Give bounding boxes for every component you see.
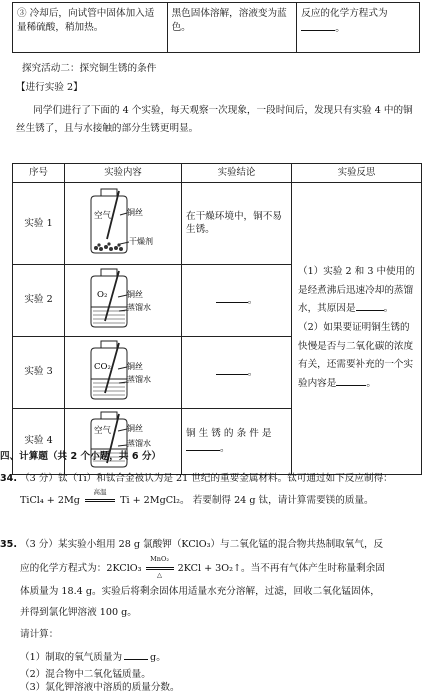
explore2-intro: 同学们进行了下面的 4 个实验，每天观察一次现象，一段时间后，发现只有实验 4 中的铜丝生锈了，且与水接触的部分生锈更明显。 [16,105,413,134]
conclusion-cell: 反应的化学方程式为 。 [297,3,420,53]
header-cell: 实验反思 [292,164,422,183]
top-result-table [12,2,420,53]
item-label: 蒸馏水 [127,374,151,384]
equation-left: TiCl₄ + 2Mg [20,495,80,506]
conclusion-text: 反应的化学方程式为 [301,8,388,19]
answer-blank [336,376,366,386]
question-text: 若要制得 24 g 钛，请计算需要镁的质量。 [192,495,374,506]
jar-figure [65,337,181,403]
row-label: 实验 1 [13,183,65,265]
item-label: 蒸馏水 [127,438,151,448]
question-number: 35. [0,539,17,550]
item-label: 铜丝 [127,423,143,433]
explore2-title: 探究活动二：探究铜生锈的条件 [22,63,157,74]
question-number: 34. [0,473,17,484]
section-heading: 四、计算题（共 2 个小题，共 6 分） [0,451,162,462]
question-text: 体质量为 18.4 g。实验后将剩余固体用适量水充分溶解，过滤，回收二氧化锰固体， [20,586,380,597]
reflection-cell: （1）实验 2 和 3 中使用的是经煮沸后迅速冷却的蒸馏水，其原因是 。 （2）如果要证明铜生锈的快慢是否与二氧化碳的浓度有关，还需要补充的一个实验内容是 。 [292,183,422,475]
answer-blank [301,21,335,31]
row-label: 实验 2 [13,264,65,336]
header-cell: 实验内容 [65,164,182,183]
question-35 [0,538,430,552]
answer-blank [216,293,248,303]
sub-question: （2）混合物中二氧化锰质量。 [20,669,151,680]
header-cell: 实验结论 [182,164,292,183]
experiment-figure [65,264,182,336]
condition-label: 高温 [93,488,107,496]
sub-question: （3）氯化钾溶液中溶质的质量分数。 [20,682,180,693]
question-ask: 请计算： [20,629,59,640]
gas-label: CO₂ [94,361,111,372]
item-label: 干燥剂 [129,237,153,246]
equation-right: Ti + 2MgCl₂。 [120,495,190,506]
sub-question-unit: g。 [150,652,166,663]
experiment-table [12,163,422,475]
conclusion-text: 铜 生 锈 的 条 件 是 [186,427,272,439]
conclusion-cell: 铜 生 锈 的 条 件 是 。 [182,408,292,474]
row-label: 实验 3 [13,336,65,408]
reaction-arrow [146,567,174,570]
question-text: 并得到氯化钾溶液 100 g。 [20,607,137,618]
reaction-condition [146,555,174,579]
conclusion-text: 。 [247,366,258,378]
question-34 [0,472,428,486]
answer-blank [356,301,384,311]
question-35-equation [20,555,430,579]
item-label: 铜丝 [127,361,143,371]
jar-figure [65,265,181,331]
phenomenon-cell: 黑色固体溶解，溶液变为蓝色。 [167,3,297,53]
item-label: 铜丝 [127,289,143,299]
answer-blank [186,441,220,451]
jar-figure [65,183,181,259]
reaction-condition [85,488,115,508]
step-cell: ③ 冷却后，向试管中固体加入适量稀硫酸，稍加热。 [13,3,168,53]
sub-question-text: （1）制取的氧气质量为 [20,652,123,663]
reaction-arrow [85,499,115,502]
question-text: （3 分）某实验小组用 28 g 氯酸钾（KClO₃）与二氧化锰的混合物共热制取氧气，反 [20,539,384,550]
item-label: 蒸馏水 [127,302,151,312]
heat-label: △ [157,571,163,579]
reflection-p2: （2）如果要证明铜生锈的快慢是否与二氧化碳的浓度有关，还需要补充的一个实验内容是 [298,321,414,390]
question-34-equation [20,488,430,508]
table-header-row [13,164,422,183]
gas-label: 空气 [94,425,112,436]
table-row [13,183,422,265]
conclusion-text: 。 [247,294,258,306]
sub-question [20,650,166,665]
conclusion-cell [182,264,292,336]
gas-label: 空气 [94,211,112,221]
answer-blank [216,365,248,375]
experiment-figure [65,183,182,265]
answer-blank [124,650,148,660]
question-text: （3 分）钛（Ti）和钛合金被认为是 21 世纪的重要金属材料。钛可通过如下反应制得： [20,473,393,484]
catalyst-label: MnO₂ [150,555,169,563]
equation-left: 应的化学方程式为：2KClO₃ [20,563,142,574]
reflection-p1: （1）实验 2 和 3 中使用的是经煮沸后迅速冷却的蒸馏水，其原因是 [298,265,415,315]
explore2-subtitle: 【进行实验 2】 [16,82,83,93]
row-label: 实验 4 [13,408,65,474]
header-cell: 序号 [13,164,65,183]
table-row [13,3,420,53]
experiment-figure [65,336,182,408]
conclusion-cell [182,336,292,408]
equation-right: 2KCl + 3O₂↑。当不再有气体产生时称量剩余固 [177,563,385,574]
gas-label: O₂ [97,289,108,300]
conclusion-cell: 在干燥环境中，铜不易生锈。 [182,183,292,265]
experiment-figure [65,408,182,474]
item-label: 铜丝 [127,208,143,217]
